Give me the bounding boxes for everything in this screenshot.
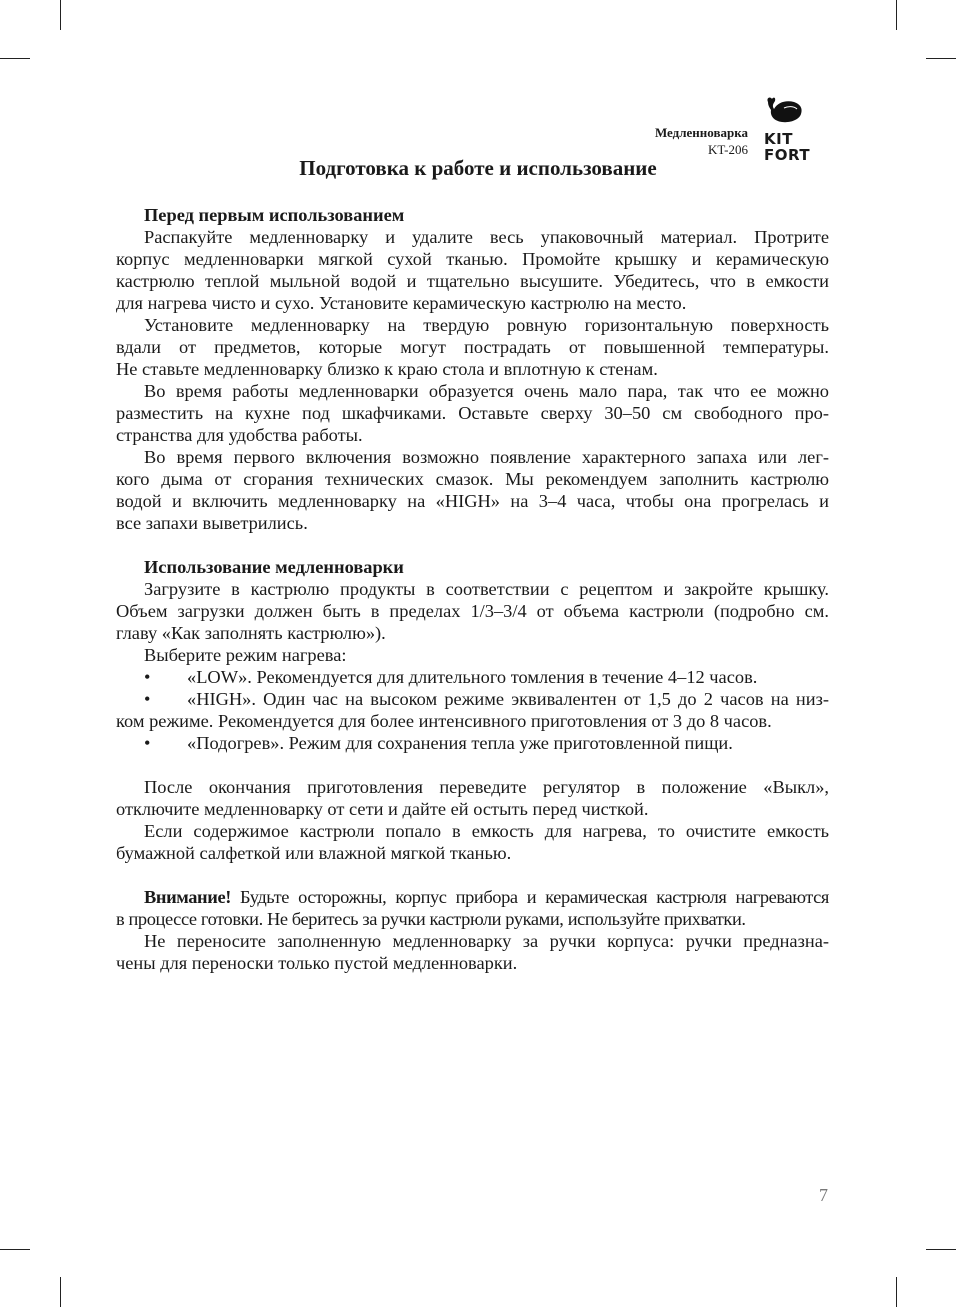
paragraph-line: Во время первого включения возможно появление характерного запаха или лег- xyxy=(144,447,829,467)
paragraph-line: кастрюлю теплой мыльной водой и тщательно высушите. Убедитесь, что в емкости xyxy=(116,271,829,291)
paragraph-line: для нагрева чисто и сухо. Установите керамическую кастрюлю на место. xyxy=(116,293,687,313)
bullet-icon: • xyxy=(144,689,151,709)
blank-line xyxy=(116,754,829,776)
crop-mark xyxy=(926,1249,956,1250)
model-number: KT-206 xyxy=(708,142,748,157)
section-heading: Использование медленноварки xyxy=(144,557,404,577)
warning-label: Внимание! xyxy=(144,887,241,907)
whale-icon xyxy=(764,96,804,124)
paragraph-line: разместить на кухне под шкафчиками. Оставьте сверху 30–50 см свободного про- xyxy=(116,403,829,423)
paragraph-line: Не переносите заполненную медленноварку за ручки корпуса: ручки предназна- xyxy=(144,931,829,951)
crop-mark xyxy=(896,0,897,30)
page-number: 7 xyxy=(819,1185,828,1205)
paragraph-line: корпус медленноварки мягкой сухой тканью. Промойте крышку и керамическую xyxy=(116,249,829,269)
crop-mark xyxy=(60,1277,61,1307)
paragraph-line: вдали от предметов, которые могут пострадать от повышенной температуры. xyxy=(116,337,829,357)
paragraph-line: водой и включить медленноварку на «HIGH» на 3–4 часа, чтобы она прогрелась и xyxy=(116,491,829,511)
paragraph-line: После окончания приготовления переведите регулятор в положение «Выкл», xyxy=(144,777,829,797)
paragraph-line: Объем загрузки должен быть в пределах 1/3–3/4 от объема кастрюли (подробно см. xyxy=(116,601,829,621)
crop-mark xyxy=(926,58,956,59)
paragraph-line: Не ставьте медленноварку близко к краю стола и вплотную к стенам. xyxy=(116,359,658,379)
crop-mark xyxy=(60,0,61,30)
paragraph-line: Выберите режим нагрева: xyxy=(144,645,347,665)
running-header xyxy=(655,124,748,158)
product-name: Медленноварка xyxy=(654,125,748,140)
page-title: Подготовка к работе и использование xyxy=(299,156,657,180)
warning-line: Внимание! Будьте осторожны, корпус прибора и керамическая кастрюля нагреваются xyxy=(144,887,829,907)
paragraph-line: главу «Как заполнять кастрюлю»). xyxy=(116,623,386,643)
bullet-icon: • xyxy=(144,733,151,753)
paragraph-line: чены для переноски только пустой медленноварки. xyxy=(116,953,518,973)
paragraph-line: бумажной салфеткой или влажной мягкой тканью. xyxy=(116,843,512,863)
paragraph-line: Во время работы медленноварки образуется очень мало пара, так что ее можно xyxy=(144,381,829,401)
bullet-item: • «HIGH». Один час на высоком режиме эквивалентен от 1,5 до 2 часов на низ- xyxy=(116,688,829,710)
paragraph-line: Установите медленноварку на твердую ровную горизонтальную поверхность xyxy=(144,315,829,335)
bullet-item: • «Подогрев». Режим для сохранения тепла уже приготовленной пищи. xyxy=(116,732,829,754)
paragraph-line: странства для удобства работы. xyxy=(116,425,363,445)
paragraph-line: Распакуйте медленноварку и удалите весь упаковочный материал. Протрите xyxy=(144,227,829,247)
section-heading: Перед первым использованием xyxy=(144,205,405,225)
bullet-item: ком режиме. Рекомендуется для более интенсивного приготовления от 3 до 8 часов. xyxy=(116,711,772,731)
paragraph-line: Если содержимое кастрюли попало в емкость для нагрева, то очистите емкость xyxy=(144,821,829,841)
paragraph-line: все запахи выветрились. xyxy=(116,513,308,533)
brand-logo xyxy=(764,96,834,163)
paragraph-line: Загрузите в кастрюлю продукты в соответствии с рецептом и закройте крышку. xyxy=(144,579,829,599)
document-body xyxy=(116,204,829,974)
brand-wordmark: KIT FORT xyxy=(764,130,811,164)
blank-line xyxy=(116,864,829,886)
crop-mark xyxy=(0,1249,30,1250)
paragraph-line: кого дыма от сгорания технических смазок. Мы рекомендуем заполнить кастрюлю xyxy=(116,469,829,489)
warning-line: в процессе готовки. Не беритесь за ручки кастрюли руками, используйте прихватки. xyxy=(116,909,746,929)
crop-mark xyxy=(0,58,30,59)
crop-mark xyxy=(896,1277,897,1307)
bullet-item: • «LOW». Рекомендуется для длительного томления в течение 4–12 часов. xyxy=(116,666,829,688)
bullet-icon: • xyxy=(144,667,151,687)
blank-line xyxy=(116,534,829,556)
paragraph-line: отключите медленноварку от сети и дайте ей остыть перед чисткой. xyxy=(116,799,649,819)
